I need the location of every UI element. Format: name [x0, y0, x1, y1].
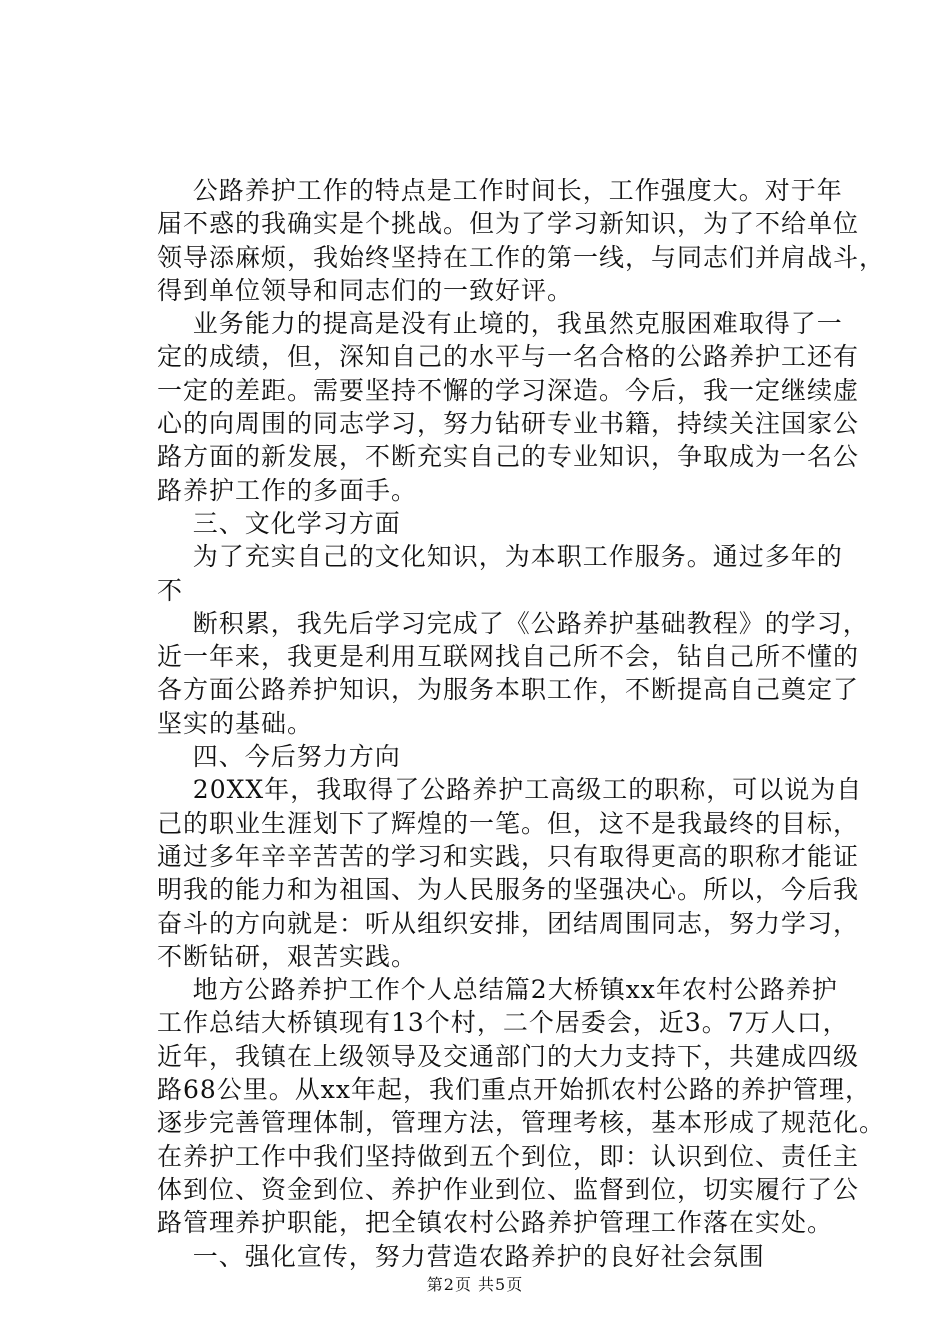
text-line: 断积累，我先后学习完成了《公路养护基础教程》的学习， — [157, 608, 869, 638]
text-line: 明我的能力和为祖国、为人民服务的坚强决心。所以，今后我 — [157, 875, 860, 905]
text-line: 通过多年辛辛苦苦的学习和实践，只有取得更高的职称才能证 — [157, 841, 860, 871]
text-line: 届不惑的我确实是个挑战。但为了学习新知识，为了不给单位 — [157, 209, 860, 239]
text-line: 四、今后努力方向 — [157, 742, 401, 772]
text-line: 工作总结大桥镇现有13个村，二个居委会，近3。7万人口， — [157, 1008, 849, 1038]
document-body — [157, 174, 886, 1273]
text-line: 不 — [157, 575, 184, 605]
text-line: 路养护工作的多面手。 — [157, 475, 418, 505]
text-line: 己的职业生涯划下了辉煌的一笔。但，这不是我最终的目标， — [157, 808, 860, 838]
text-line: 为了充实自己的文化知识，为本职工作服务。通过多年的 — [157, 542, 843, 572]
text-line: 公路养护工作的特点是工作时间长，工作强度大。对于年 — [157, 176, 843, 205]
text-line: 一定的差距。需要坚持不懈的学习深造。今后，我一定继续虚 — [157, 375, 860, 405]
text-line: 得到单位领导和同志们的一致好评。 — [157, 275, 574, 305]
text-line: 各方面公路养护知识，为服务本职工作，不断提高自己奠定了 — [157, 675, 860, 705]
text-line: 一、强化宣传，努力营造农路养护的良好社会氛围 — [157, 1241, 765, 1271]
text-line: 近年，我镇在上级领导及交通部门的大力支持下，共建成四级 — [157, 1041, 860, 1071]
text-line: 路管理养护职能，把全镇农村公路养护管理工作落在实处。 — [157, 1208, 834, 1238]
text-line: 心的向周围的同志学习，努力钻研专业书籍，持续关注国家公 — [157, 409, 860, 439]
text-line: 20XX年，我取得了公路养护工高级工的职称，可以说为自 — [157, 775, 863, 805]
text-line: 坚实的基础。 — [157, 708, 314, 738]
text-line: 逐步完善管理体制，管理方法，管理考核，基本形成了规范化。 — [157, 1108, 886, 1138]
text-line: 定的成绩，但，深知自己的水平与一名合格的公路养护工还有 — [157, 342, 860, 372]
text-line: 地方公路养护工作个人总结篇2大桥镇xx年农村公路养护 — [157, 975, 838, 1005]
text-line: 路方面的新发展，不断充实自己的专业知识，争取成为一名公 — [157, 442, 860, 472]
text-line: 体到位、资金到位、养护作业到位、监督到位，切实履行了公 — [157, 1174, 860, 1204]
text-line: 不断钻研，艰苦实践。 — [157, 941, 418, 971]
text-line: 近一年来，我更是利用互联网找自己所不会，钻自己所不懂的 — [157, 642, 860, 672]
text-line: 路68公里。从xx年起，我们重点开始抓农村公路的养护管理， — [157, 1075, 872, 1105]
text-line: 领导添麻烦，我始终坚持在工作的第一线，与同志们并肩战斗， — [157, 242, 886, 272]
text-line: 三、文化学习方面 — [157, 508, 401, 538]
page-footer: 第2页 共5页 — [426, 1275, 524, 1294]
text-line: 在养护工作中我们坚持做到五个到位，即：认识到位、责任主 — [157, 1141, 860, 1171]
text-line: 业务能力的提高是没有止境的，我虽然克服困难取得了一 — [157, 309, 843, 339]
text-line: 奋斗的方向就是：听从组织安排，团结周围同志，努力学习， — [157, 908, 860, 938]
